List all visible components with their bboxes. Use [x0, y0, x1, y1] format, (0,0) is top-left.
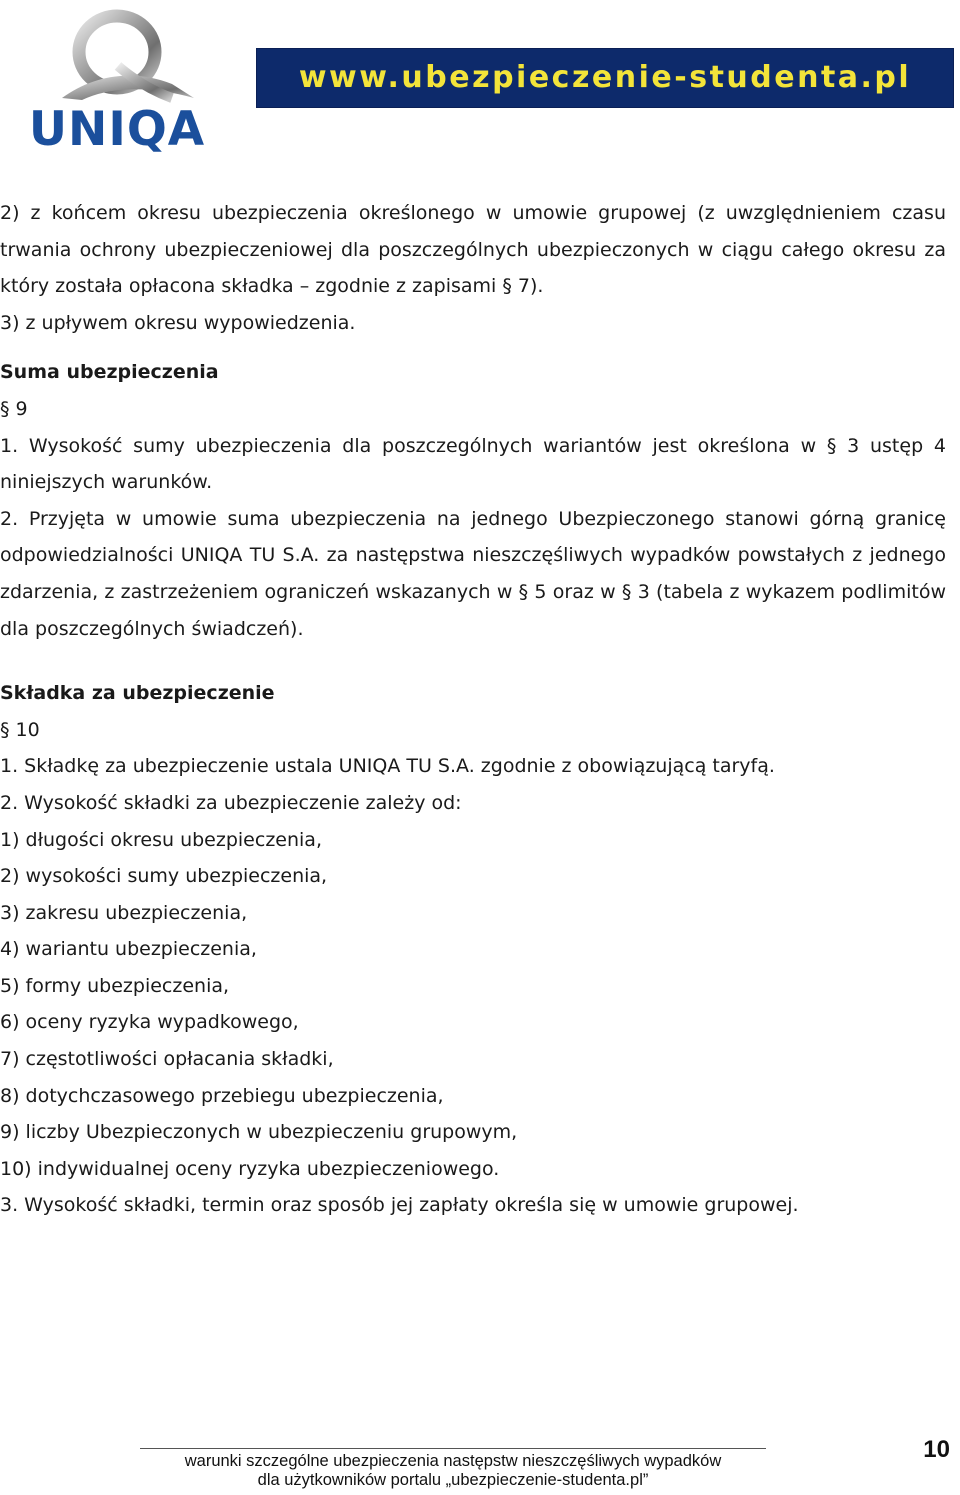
footer-divider	[140, 1448, 766, 1449]
paragraph-notice-period: 3) z upływem okresu wypowiedzenia.	[0, 311, 356, 334]
section-10-paragraph-3: 3. Wysokość składki, termin oraz sposób jej zapłaty określa się w umowie grupowej.	[0, 1194, 799, 1217]
list-item: 1) długości okresu ubezpieczenia,	[0, 828, 322, 851]
list-item: 7) częstotliwości opłacania składki,	[0, 1048, 334, 1071]
list-item: 6) oceny ryzyka wypadkowego,	[0, 1011, 299, 1034]
logo-wordmark: UNIQA	[28, 102, 206, 157]
uniqa-logo	[22, 6, 212, 157]
list-item: 10) indywidualnej oceny ryzyka ubezpieczeniowego.	[0, 1157, 500, 1180]
list-item: 2) wysokości sumy ubezpieczenia,	[0, 865, 328, 888]
list-item: 3) zakresu ubezpieczenia,	[0, 901, 248, 924]
section-10-number: § 10	[0, 718, 40, 741]
paragraph-end-of-period: 2) z końcem okresu ubezpieczenia określonego w umowie grupowej (z uwzględnieniem czasu trwania ochrony ubezpieczeniowej dla poszczególnych ubezpieczonych w ciągu całego okresu za który została opłacona składka – zgodnie z zapisami § 7).	[0, 202, 946, 298]
list-item: 5) formy ubezpieczenia,	[0, 974, 230, 997]
footer	[140, 1452, 766, 1490]
site-url-banner	[256, 48, 954, 108]
heading-sum-insured: Suma ubezpieczenia	[0, 361, 219, 384]
document-body	[0, 195, 946, 1224]
list-item: 9) liczby Ubezpieczonych w ubezpieczeniu grupowym,	[0, 1121, 518, 1144]
section-10-paragraph-2: 2. Wysokość składki za ubezpieczenie zależy od:	[0, 791, 462, 814]
footer-line-1: warunki szczególne ubezpieczenia następstw nieszczęśliwych wypadków	[184, 1452, 722, 1470]
heading-premium: Składka za ubezpieczenie	[0, 682, 275, 705]
list-item: 8) dotychczasowego przebiegu ubezpieczenia,	[0, 1084, 444, 1107]
page-number: 10	[923, 1436, 950, 1463]
list-item: 4) wariantu ubezpieczenia,	[0, 938, 257, 961]
section-9-paragraph-2: 2. Przyjęta w umowie suma ubezpieczenia na jednego Ubezpieczonego stanowi górną granicę odpowiedzialności UNIQA TU S.A. za następstwa nieszczęśliwych wypadków powstałych z jednego zdarzenia, z zastrzeżeniem ograniczeń wskazanych w § 5 oraz w § 3 (tabela z wykazem podlimitów dla poszczególnych świadczeń).	[0, 507, 946, 640]
uniqa-emblem-icon	[22, 6, 212, 106]
section-10-paragraph-1: 1. Składkę za ubezpieczenie ustala UNIQA TU S.A. zgodnie z obowiązującą taryfą.	[0, 755, 775, 778]
site-url: www.ubezpieczenie-studenta.pl	[298, 60, 912, 95]
section-9-paragraph-1: 1. Wysokość sumy ubezpieczenia dla poszczególnych wariantów jest określona w § 3 ustęp 4 niniejszych warunków.	[0, 434, 946, 494]
section-9-number: § 9	[0, 397, 28, 420]
footer-line-2: dla użytkowników portalu „ubezpieczenie-studenta.pl”	[257, 1471, 649, 1489]
